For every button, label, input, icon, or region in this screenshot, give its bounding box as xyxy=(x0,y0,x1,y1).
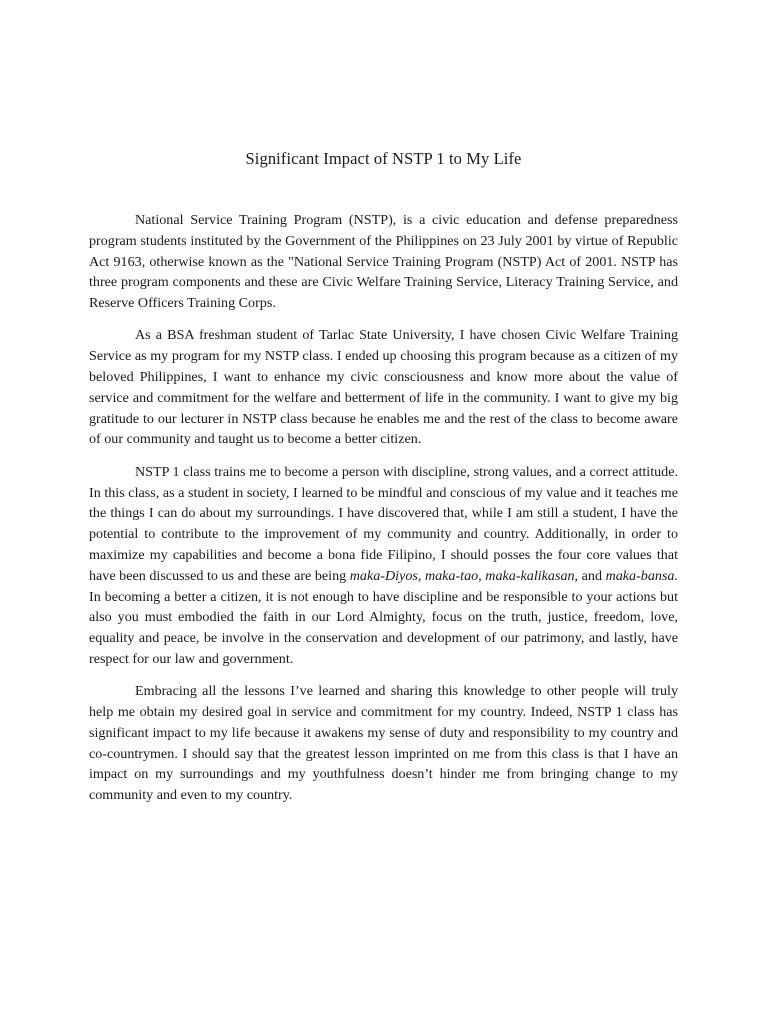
document-body xyxy=(89,210,678,818)
document-title: Significant Impact of NSTP 1 to My Life xyxy=(245,149,522,168)
paragraph-2: As a BSA freshman student of Tarlac State University, I have chosen Civic Welfare Training Service as my program for my NSTP class. I ended up choosing this program because as a citizen of my beloved Philippines, I want to enhance my civic consciousness and know more about the value of service and commitment for the welfare and betterment of life in the community. I want to give my big gratitude to our lecturer in NSTP class because he enables me and the rest of the class to become aware of our community and taught us to become a better citizen. xyxy=(89,327,678,448)
core-value-maka-bansa: maka-bansa. xyxy=(605,567,678,584)
core-value-maka-tao: maka-tao, xyxy=(424,567,482,584)
paragraph-4: Embracing all the lessons I’ve learned and sharing this knowledge to other people will truly help me obtain my desired goal in service and commitment for my country. Indeed, NSTP 1 class has significant impact to my life because it awakens my sense of duty and responsibility to my country and co-countrymen. I should say that the greatest lesson imprinted on me from this class is that I have an impact on my surroundings and my youthfulness doesn’t hinder me from bringing change to my community and even to my country. xyxy=(89,683,678,804)
paragraph-3 xyxy=(89,462,678,670)
paragraph-3-part-1: NSTP 1 class trains me to become a person with discipline, strong values, and a correct attitude. In this class, as a student in society, I learned to be mindful and conscious of my value and it teaches me the things I can do about my surroundings. I have discovered that, while I am still a student, I have the potential to contribute to the improvement of my community and country. Additionally, in order to maximize my capabilities and become a bona fide Filipino, I should posses the four core values that have been discussed to us and these are being xyxy=(89,463,678,584)
paragraph-1: National Service Training Program (NSTP), is a civic education and defense preparedness program students instituted by the Government of the Philippines on 23 July 2001 by virtue of Republic Act 9163, otherwise known as the "National Service Training Program (NSTP) Act of 2001. NSTP has three program components and these are Civic Welfare Training Service, Literacy Training Service, and Reserve Officers Training Corps. xyxy=(89,212,678,312)
paragraph-3-separator-3: and xyxy=(578,567,606,584)
paragraph-3-part-2: In becoming a better a citizen, it is not enough to have discipline and be responsible to your actions but also you must embodied the faith in our Lord Almighty, focus on the truth, justice, freedom, love, equality and peace, be involve in the conservation and development of our patrimony, and lastly, have respect for our law and government. xyxy=(89,588,678,667)
core-value-maka-kalikasan: maka-kalikasan, xyxy=(485,567,579,584)
core-value-maka-diyos: maka-Diyos, xyxy=(349,567,422,584)
